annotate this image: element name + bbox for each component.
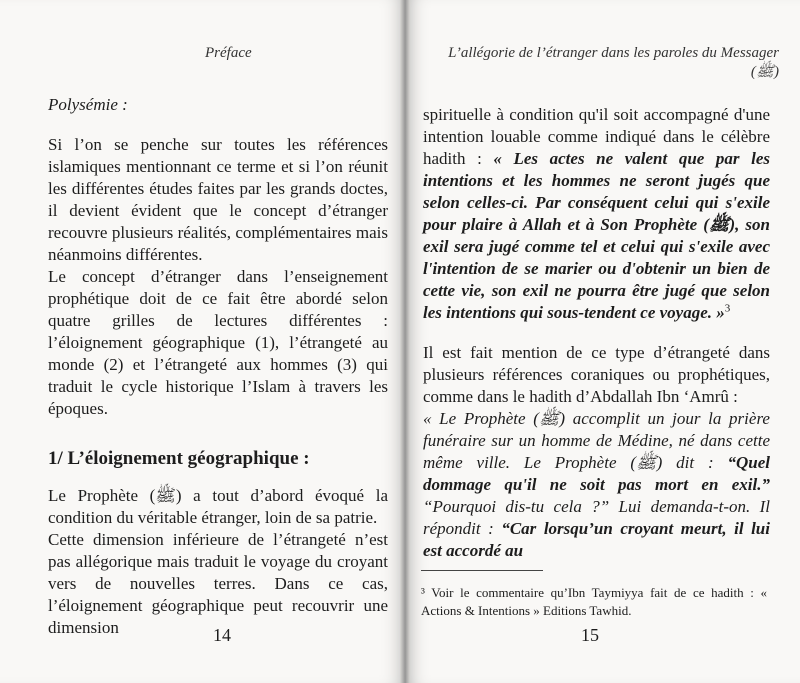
left-running-head: Préface bbox=[205, 45, 252, 61]
narration-text: « Le Prophète (ﷺ) accomplit un jour la prière funéraire sur un homme de Médine, né dans cette même ville. Le Prophète (ﷺ) dit : bbox=[423, 409, 770, 472]
paragraph: Il est fait mention de ce type d’étrangeté dans plusieurs références coraniques ou prophétiques, comme dans le hadith d’Abdallah Ibn ‘Amrû : bbox=[423, 343, 770, 406]
page-number: 15 bbox=[581, 625, 599, 645]
intro-text: spirituelle à condition qu'il soit accompagné d'une intention louable comme indiqué dans le célèbre hadith : bbox=[423, 105, 770, 168]
page-number: 14 bbox=[213, 625, 231, 645]
prophet-quote: “Car lorsqu’un croyant meurt, il lui est accordé au bbox=[423, 519, 770, 560]
paragraph: Cette dimension inférieure de l’étrangeté n’est pas allégorique mais traduit le voyage du croyant vers de nouvelles terres. Dans ce cas, l’éloignement géographique peut recouvrir une dimension bbox=[48, 530, 388, 637]
paragraph: Le concept d’étranger dans l’enseignement prophétique doit de ce fait être abordé selon quatre grilles de lectures différentes : l’éloignement géographique (1), l’étrangeté au monde (2) et l’étrangeté aux hommes (3) qui traduit le cycle historique l’Islam à travers les époques. bbox=[48, 267, 388, 418]
paragraph: Le Prophète (ﷺ) a tout d’abord évoqué la condition du véritable étranger, loin de sa patrie. bbox=[48, 486, 388, 527]
footnote: ³ Voir le commentaire qu’Ibn Taymiyya fait de ce hadith : « Actions & Intentions » Editions Tawhid. bbox=[421, 585, 767, 618]
hadith-quote: « Les actes ne valent que par les intentions et les hommes ne seront jugés que selon celles-ci. Par conséquent celui qui s'exile pour plaire à Allah et à Son Prophète (ﷺ), son exil sera jugé comme tel et celui qui s'exile avec l'intention de se marier ou d'obtenir un bien de cette vie, son exil ne pourra être jugé que selon les intentions qui sous-tendent ce voyage. » bbox=[423, 149, 771, 322]
gutter-shadow bbox=[400, 0, 410, 683]
left-text-column bbox=[48, 94, 388, 639]
prophet-quote: “Quel dommage qu'il ne soit pas mort en exil.” bbox=[423, 453, 770, 494]
hadith-paragraph bbox=[423, 104, 770, 324]
narration-text: “Pourquoi dis-tu cela ?” Lui demanda-t-on. Il répondit : bbox=[423, 497, 770, 538]
footnote-rule bbox=[421, 570, 543, 571]
right-page bbox=[405, 0, 800, 683]
paragraph: Si l’on se penche sur toutes les références islamiques mentionnant ce terme et si l’on réunit les différentes études faites par les grands doctes, il devient évident que le concept d’étranger recouvre plusieurs réalités, complémentaires mais néanmoins différentes. bbox=[48, 135, 388, 264]
right-text-column bbox=[423, 104, 770, 562]
hadith-narration bbox=[423, 408, 770, 562]
subtitle: Polysémie : bbox=[48, 95, 128, 114]
footnote-ref: 3 bbox=[724, 302, 731, 315]
section-heading: 1/ L’éloignement géographique : bbox=[48, 448, 310, 469]
right-running-head: L’allégorie de l’étranger dans les paroles du Messager (ﷺ) bbox=[448, 45, 779, 80]
